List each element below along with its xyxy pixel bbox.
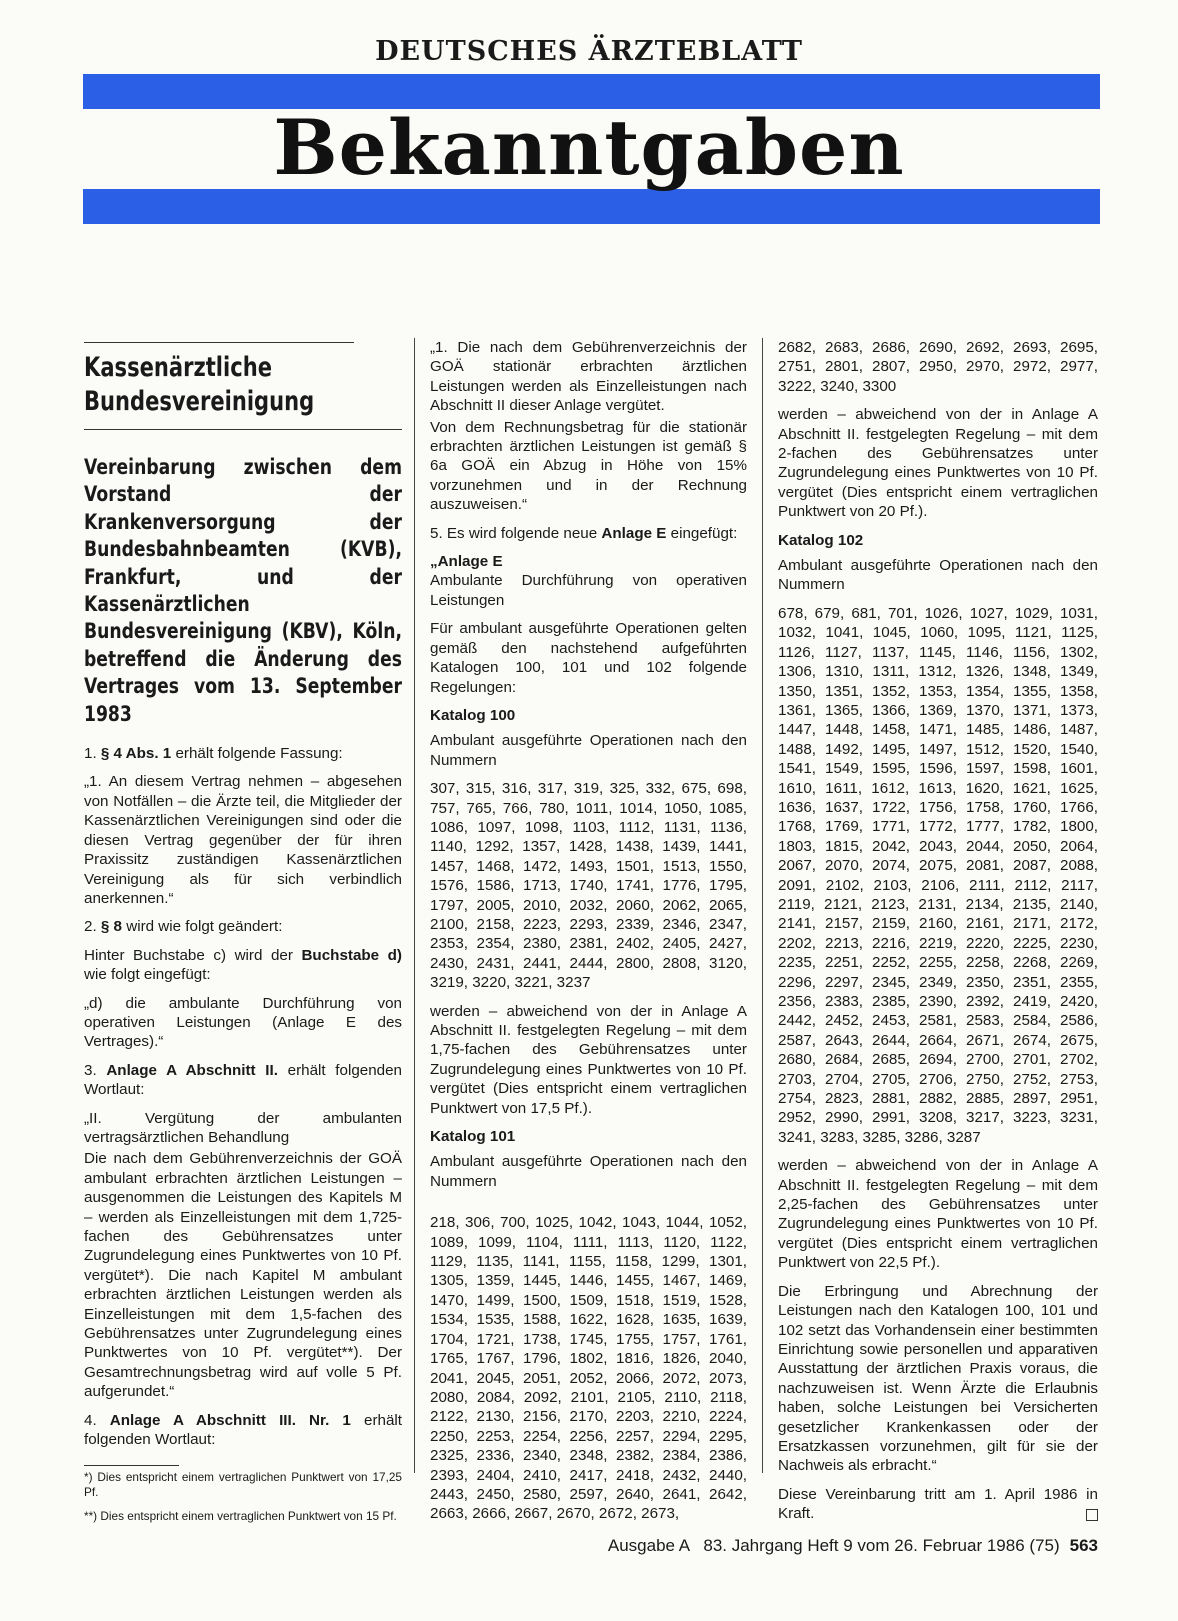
paragraph: 5. Es wird folgende neue Anlage E eingefügt: [430, 524, 738, 542]
catalog-heading: Katalog 102 [778, 531, 864, 549]
paragraph: „II. Vergütung der ambulanten vertragsärztlichen Behandlung [84, 1109, 402, 1146]
annex-title: „Anlage E [430, 553, 503, 571]
number-list: 218, 306, 700, 1025, 1042, 1043, 1044, 1052, 1089, 1099, 1104, 1111, 1113, 1120, 1122, 1129, 1135, 1141, 1155, 1158, 1299, 1301, 1305, 1359, 1445, 1446, 1455, 1467, 1469, 1470, 1499, 1500, 1509, 1518, 1519, 1528, 1534, 1535, 1588, 1622, 1628, 1635, 1639, 1704, 1721, 1738, 1745, 1755, 1757, 1761, 1765, 1767, 1796, 1802, 1816, 1826, 2040, 2041, 2045, 2051, 2052, 2066, 2072, 2073, 2080, 2084, 2092, 2101, 2105, 2110, 2118, 2122, 2130, 2156, 2170, 2203, 2210, 2224, 2250, 2253, 2254, 2256, 2257, 2294, 2295, 2325, 2336, 2340, 2348, 2382, 2384, 2386, 2393, 2404, 2410, 2417, 2418, 2432, 2440, 2443, 2450, 2580, 2597, 2640, 2641, 2642, 2663, 2666, 2667, 2670, 2672, 2673, [430, 1214, 747, 1523]
paragraph: werden – abweichend von der in Anlage A Abschnitt II. festgelegten Regelung – mit dem 1,75-fachen des Gebührensatzes unter Zugrundelegung eines Punktwertes von 10 Pf. vergütet (Dies entspricht einem vertraglichen Punktwert von 17,5 Pf.). [430, 1002, 747, 1117]
number-list: 678, 679, 681, 701, 1026, 1027, 1029, 1031, 1032, 1041, 1045, 1060, 1095, 1121, 1125, 1126, 1127, 1137, 1145, 1146, 1156, 1302, 1306, 1310, 1311, 1312, 1326, 1348, 1349, 1350, 1351, 1352, 1353, 1354, 1355, 1358, 1361, 1365, 1366, 1369, 1370, 1371, 1373, 1447, 1448, 1458, 1471, 1485, 1486, 1487, 1488, 1492, 1495, 1497, 1512, 1520, 1540, 1541, 1549, 1595, 1596, 1597, 1598, 1601, 1610, 1611, 1612, 1613, 1620, 1621, 1625, 1636, 1637, 1722, 1756, 1758, 1760, 1766, 1768, 1769, 1771, 1772, 1777, 1782, 1800, 1803, 1815, 2042, 2043, 2044, 2050, 2064, 2067, 2070, 2074, 2075, 2081, 2087, 2088, 2091, 2102, 2103, 2106, 2111, 2112, 2117, 2119, 2121, 2123, 2131, 2134, 2135, 2140, 2141, 2157, 2159, 2160, 2161, 2171, 2172, 2202, 2213, 2216, 2219, 2220, 2225, 2230, 2235, 2251, 2252, 2255, 2258, 2268, 2269, 2296, 2297, 2345, 2349, 2350, 2351, 2355, 2356, 2383, 2385, 2390, 2392, 2419, 2420, 2442, 2452, 2453, 2581, 2583, 2584, 2586, 2587, 2643, 2644, 2664, 2671, 2674, 2675, 2680, 2684, 2685, 2694, 2700, 2701, 2702, 2703, 2704, 2705, 2706, 2750, 2752, 2753, 2754, 2823, 2881, 2882, 2885, 2897, 2951, 2952, 2990, 2991, 3208, 3217, 3223, 3231, 3241, 3283, 3285, 3286, 3287 [778, 604, 1098, 1146]
paragraph: Von dem Rechnungsbetrag für die stationär erbrachten ärztlichen Leistungen ist gemäß § 6a GOÄ ein Abzug in Höhe von 15% vorzunehmen und in der Rechnung auszuweisen.“ [430, 418, 747, 514]
catalog-heading: Katalog 100 [430, 706, 516, 724]
section-title: Bekanntgaben [273, 103, 905, 192]
paragraph: 1. § 4 Abs. 1 erhält folgende Fassung: [84, 745, 343, 763]
end-mark-icon [1086, 1509, 1098, 1521]
paragraph: Hinter Buchstabe c) wird der Buchstabe d) wie folgt eingefügt: [84, 946, 402, 984]
blue-band-bottom [83, 189, 1100, 224]
paragraph: „1. Die nach dem Gebührenverzeichnis der GOÄ stationär erbrachten ärztlichen Leistungen werden als Einzelleistungen nach Abschnitt II dieser Anlage vergütet. [430, 339, 747, 415]
paragraph: 2. § 8 wird wie folgt geändert: [84, 918, 283, 936]
paragraph: Ambulant ausgeführte Operationen nach den Nummern [430, 1153, 747, 1190]
paragraph: Ambulant ausgeführte Operationen nach den Nummern [430, 732, 747, 769]
issue-info: Ausgabe A 83. Jahrgang Heft 9 vom 26. Februar 1986 (75) [607, 1536, 1060, 1555]
organization-heading: Kassenärztliche Bundesvereinigung [84, 352, 315, 417]
page-number: 563 [1069, 1536, 1098, 1555]
footnote: **) Dies entspricht einem vertraglichen Punktwert von 15 Pf. [84, 1509, 397, 1524]
column-divider-1 [414, 338, 415, 1473]
closing-paragraph: Diese Vereinbarung tritt am 1. April 1986 in Kraft. [778, 1485, 1098, 1523]
article-headline: Vereinbarung zwischen dem Vorstand der Krankenversorgung der Bundesbahnbeamten (KVB), Frankfurt, und der Kassenärztlichen Bundesvereinigung (KBV), Köln, betreffend die Änderung des Vertrages vom 13. September 1983 [84, 455, 402, 727]
paragraph: Für ambulant ausgeführte Operationen gelten gemäß den nachstehend aufgeführten Katalogen 100, 101 und 102 folgende Regelungen: [430, 620, 747, 696]
paragraph: werden – abweichend von der in Anlage A Abschnitt II. festgelegten Regelung – mit dem 2-fachen des Gebührensatzes unter Zugrundelegung eines Punktwertes von 10 Pf. vergütet (Dies entspricht einem vertraglichen Punktwert von 20 Pf.). [778, 406, 1098, 521]
paragraph: Die Erbringung und Abrechnung der Leistungen nach den Katalogen 100, 101 und 102 setzt das Vorhandensein einer bestimmten Einrichtung sowie personellen und apparativen Ausstattung der ärztlichen Praxis voraus, die nachzuweisen ist. Wenn Ärzte die Erlaubnis haben, solche Leistungen bei Versicherten gesetzlicher Krankenkassen oder der Ersatzkassen vorzunehmen, gilt für sie der Nachweis als erbracht.“ [778, 1282, 1098, 1475]
page-footer [0, 1536, 1098, 1556]
paragraph: Die nach dem Gebührenverzeichnis der GOÄ ambulant erbrachten ärztlichen Leistungen – ausgenommen die Leistungen des Kapitels M – werden als Einzelleistungen mit dem 1,725-fachen des Gebührensatzes unter Zugrundelegung eines Punktwertes von 10 Pf. vergütet*). Die nach Kapitel M ambulant erbrachten ärztlichen Leistungen werden als Einzelleistungen mit dem 1,5-fachen des Gebührensatzes unter Zugrundelegung eines Punktwertes von 10 Pf. vergütet**). Der Gesamtrechnungsbetrag wird auf volle 5 Pf. aufgerundet.“ [84, 1150, 402, 1401]
paragraph: Ambulante Durchführung von operativen Leistungen [430, 572, 747, 609]
column-divider-2 [762, 338, 763, 1473]
paragraph: Ambulant ausgeführte Operationen nach den Nummern [778, 557, 1098, 594]
paragraph: 4. Anlage A Abschnitt III. Nr. 1 erhält folgenden Wortlaut: [84, 1411, 402, 1449]
catalog-heading: Katalog 101 [430, 1128, 516, 1146]
journal-masthead: DEUTSCHES ÄRZTEBLATT [375, 36, 803, 67]
paragraph: werden – abweichend von der in Anlage A Abschnitt II. festgelegten Regelung – mit dem 2,25-fachen des Gebührensatzes unter Zugrundelegung eines Punktwertes von 10 Pf. vergütet (Dies entspricht einem vertraglichen Punktwert von 22,5 Pf.). [778, 1157, 1098, 1272]
column-2 [430, 338, 747, 1533]
number-list: 307, 315, 316, 317, 319, 325, 332, 675, 698, 757, 765, 766, 780, 1011, 1014, 1050, 1085, 1086, 1097, 1098, 1103, 1112, 1131, 1136, 1140, 1292, 1357, 1428, 1438, 1439, 1441, 1457, 1468, 1472, 1493, 1501, 1513, 1550, 1576, 1586, 1713, 1740, 1741, 1776, 1795, 1797, 2005, 2010, 2032, 2060, 2062, 2065, 2100, 2158, 2223, 2293, 2339, 2346, 2347, 2353, 2354, 2380, 2381, 2402, 2405, 2427, 2430, 2431, 2441, 2444, 2800, 2808, 3120, 3219, 3220, 3221, 3237 [430, 780, 747, 992]
column-1 [84, 342, 402, 1533]
paragraph: „d) die ambulante Durchführung von operativen Leistungen (Anlage E des Vertrages).“ [84, 994, 402, 1051]
paragraph: „1. An diesem Vertrag nehmen – abgesehen von Notfällen – die Ärzte teil, die Mitglieder der Kassenärztlichen Vereinigungen sind oder die diesen Vertrag gegenüber der für ihren Praxissitz zuständigen Kassenärztlichen Vereinigung als für sich verbindlich anerkennen.“ [84, 773, 402, 907]
footnote: *) Dies entspricht einem vertraglichen Punktwert von 17,25 Pf. [84, 1470, 402, 1500]
top-rule [84, 342, 402, 343]
column-3 [778, 338, 1098, 1533]
footnote-rule [84, 1465, 179, 1466]
paragraph: 3. Anlage A Abschnitt II. erhält folgenden Wortlaut: [84, 1061, 402, 1099]
heading-rule [84, 429, 402, 430]
number-list: 2682, 2683, 2686, 2690, 2692, 2693, 2695, 2751, 2801, 2807, 2950, 2970, 2972, 2977, 3222, 3240, 3300 [778, 339, 1098, 395]
